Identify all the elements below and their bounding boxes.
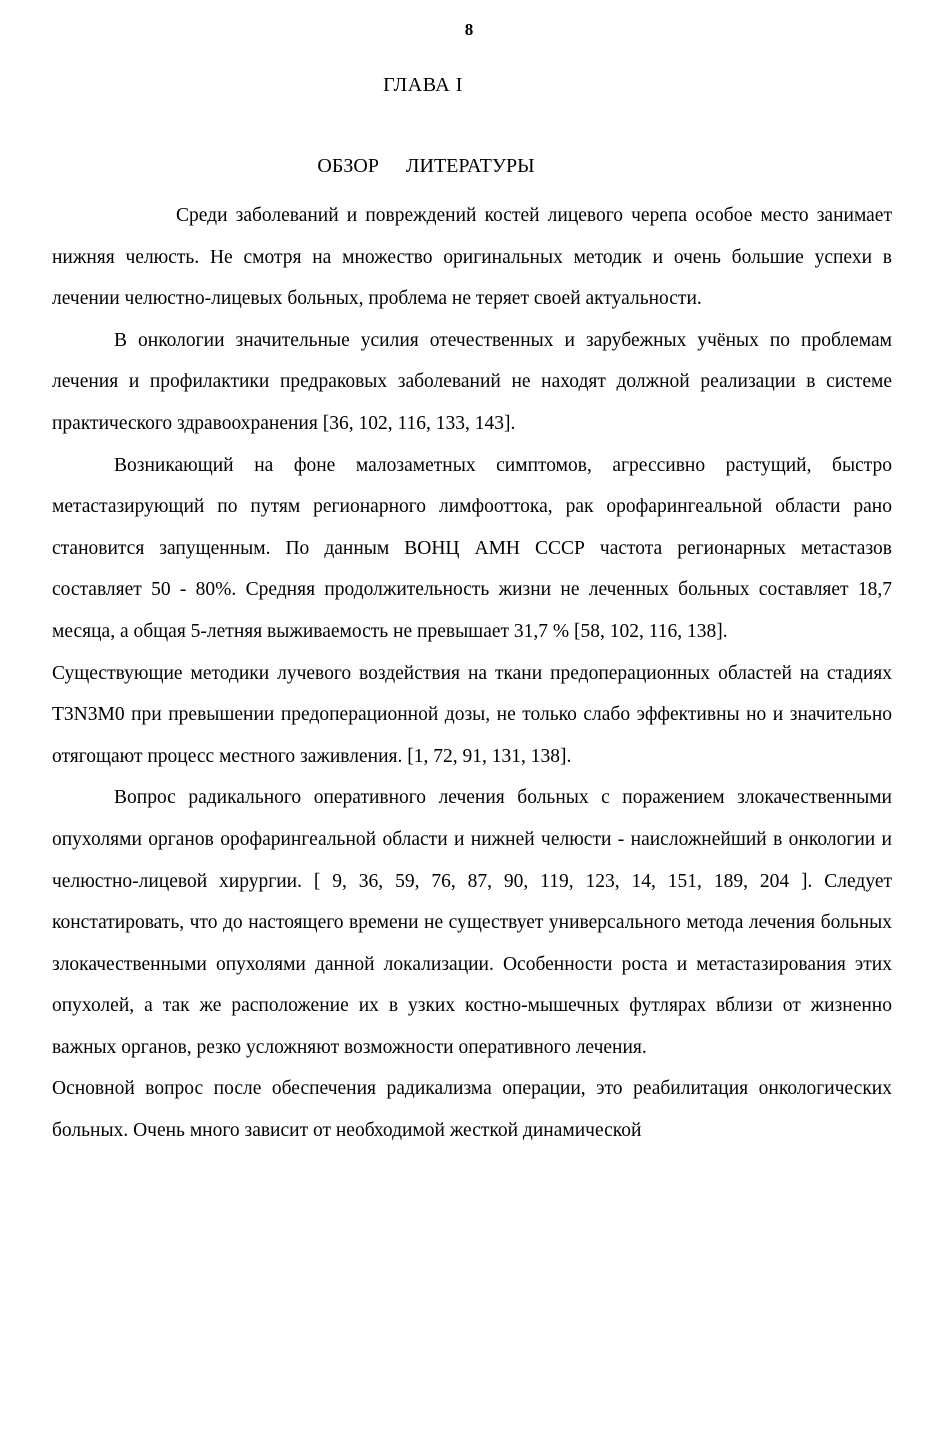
paragraph-radiation: Существующие методики лучевого воздействия на ткани предоперационных областей на стадиях T3N3M0 при превышении предоперационной дозы, не только слабо эффективны но и значительно отягощают процесс местного заживления. [1, 72, 91, 131, 138]. (52, 662, 892, 767)
paragraph-oncology: В онкологии значительные усилия отечественных и зарубежных учёных по проблемам лечения и профилактики предраковых заболеваний не находят должной реализации в системе практического здравоохранения [36, 102, 116, 133, 143]. (52, 329, 892, 434)
paragraph-intro: Среди заболеваний и повреждений костей лицевого черепа особое место занимает нижняя челюсть. Не смотря на множество оригинальных методик и очень большие успехи в лечении челюстно-лицевых больных, проблема не теряет своей актуальности. (52, 205, 892, 310)
chapter-heading: ГЛАВА I (383, 74, 463, 96)
body-text (52, 195, 892, 1152)
paragraph-rehabilitation: Основной вопрос после обеспечения радикализма операции, это реабилитация онкологических больных. Очень много зависит от необходимой жесткой динамической (52, 1078, 892, 1142)
paragraph-cancer-metastasis: Возникающий на фоне малозаметных симптомов, агрессивно растущий, быстро метастазирующий по путям регионарного лимфооттока, рак орофарингеальной области рано становится запущенным. По данным ВОНЦ АМН СССР частота регионарных метастазов составляет 50 - 80%. Средняя продолжительность жизни не леченных больных составляет 18,7 месяца, а общая 5-летняя выживаемость не превышает 31,7 % [58, 102, 116, 138]. (52, 454, 892, 642)
page-number: 8 (464, 20, 474, 39)
paragraph-surgery: Вопрос радикального оперативного лечения больных с поражением злокачественными опухолями органов орофарингеальной области и нижней челюсти - наисложнейший в онкологии и челюстно-лицевой хирургии. [ 9, 36, 59, 76, 87, 90, 119, 123, 14, 151, 189, 204 ]. Следует констатировать, что до настоящего времени не существует универсального метода лечения больных злокачественными опухолями данной локализации. Особенности роста и метастазирования этих опухолей, а так же расположение их в узких костно-мышечных футлярах вблизи от жизненно важных органов, резко усложняют возможности оперативного лечения. (52, 787, 892, 1058)
section-title: ОБЗОР ЛИТЕРАТУРЫ (317, 155, 535, 177)
